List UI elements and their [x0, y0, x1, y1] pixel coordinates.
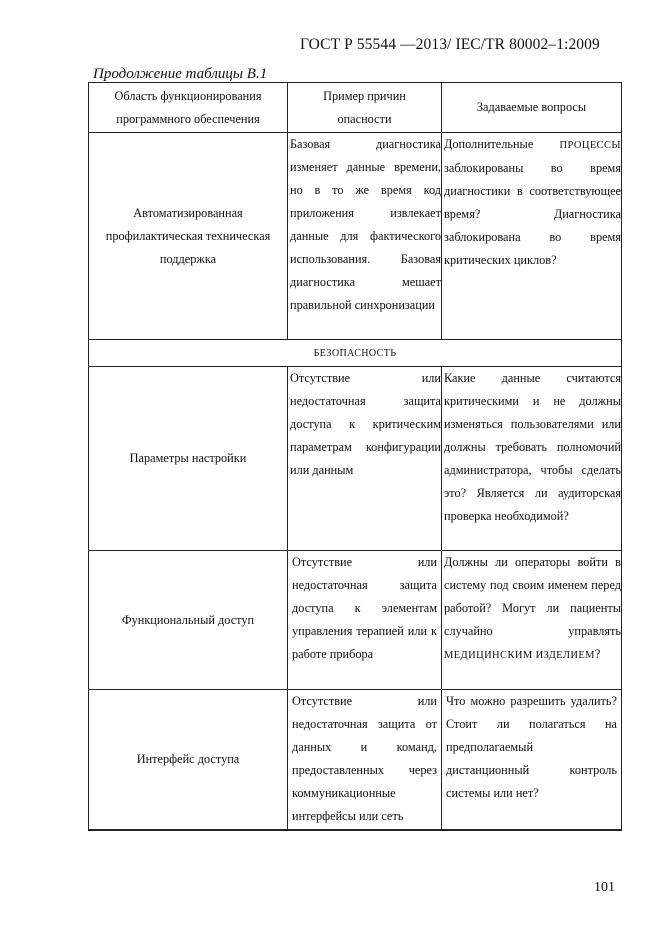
- table-row: [89, 551, 622, 690]
- questions-smallcaps: ПРОЦЕССЫ: [559, 140, 621, 151]
- questions-smallcaps: МЕДИЦИНСКИМ ИЗДЕЛИЕМ: [444, 650, 595, 661]
- section-row: [89, 340, 622, 367]
- cause-cell: Базовая диагностика изменяет данные времени, но в то же время код приложения извлекает данные для фактического использования. Базовая диагностика мешает правильной синхронизации: [288, 133, 442, 340]
- column-header: Задаваемые вопросы: [442, 83, 622, 133]
- section-title: БЕЗОПАСНОСТЬ: [89, 340, 622, 367]
- area-cell: Интерфейс доступа: [89, 690, 288, 830]
- table-row: [89, 367, 622, 551]
- table-row: [89, 133, 622, 340]
- questions-text: ?: [594, 647, 601, 661]
- questions-cell: Что можно разрешить удалить? Стоит ли полагаться на предполагаемый дистанционный контроль системы или нет?: [442, 690, 622, 830]
- document-header: ГОСТ Р 55544 —2013/ IEC/TR 80002–1:2009: [300, 36, 600, 53]
- table-caption: Продолжение таблицы В.1: [93, 66, 268, 82]
- table-row: [89, 690, 622, 830]
- questions-cell: [442, 551, 622, 690]
- table-header-row: [89, 83, 622, 133]
- page-number: 101: [594, 880, 615, 895]
- cause-cell: Отсутствие или недостаточная защита доступа к элементам управления терапией или к работе прибора: [288, 551, 442, 690]
- cause-cell: Отсутствие или недостаточная защита от данных и команд, предоставленных через коммуникационные интерфейсы или сеть: [288, 690, 442, 830]
- cause-cell: Отсутствие или недостаточная защита доступа к критическим параметрам конфигурации или данным: [288, 367, 442, 551]
- column-header: Пример причин опасности: [288, 83, 442, 133]
- area-cell: Автоматизированная профилактическая техническая поддержка: [89, 133, 288, 340]
- hazard-table: [88, 82, 622, 831]
- column-header: Область функционирования программного обеспечения: [89, 83, 288, 133]
- questions-text: заблокированы во время диагностики в соответствующее время? Диагностика заблокирована во время критических циклов?: [444, 161, 621, 267]
- area-cell: Функциональный доступ: [89, 551, 288, 690]
- questions-text: Дополнительные: [444, 137, 560, 151]
- questions-cell: [442, 133, 622, 340]
- questions-text: Должны ли операторы войти в систему под своим именем перед работой? Могут ли пациенты случайно управлять: [444, 555, 621, 638]
- area-cell: Параметры настройки: [89, 367, 288, 551]
- questions-cell: Какие данные считаются критическими и не должны изменяться пользователями или должны требовать полномочий администратора, чтобы сделать это? Является ли аудиторская проверка необходимой?: [442, 367, 622, 551]
